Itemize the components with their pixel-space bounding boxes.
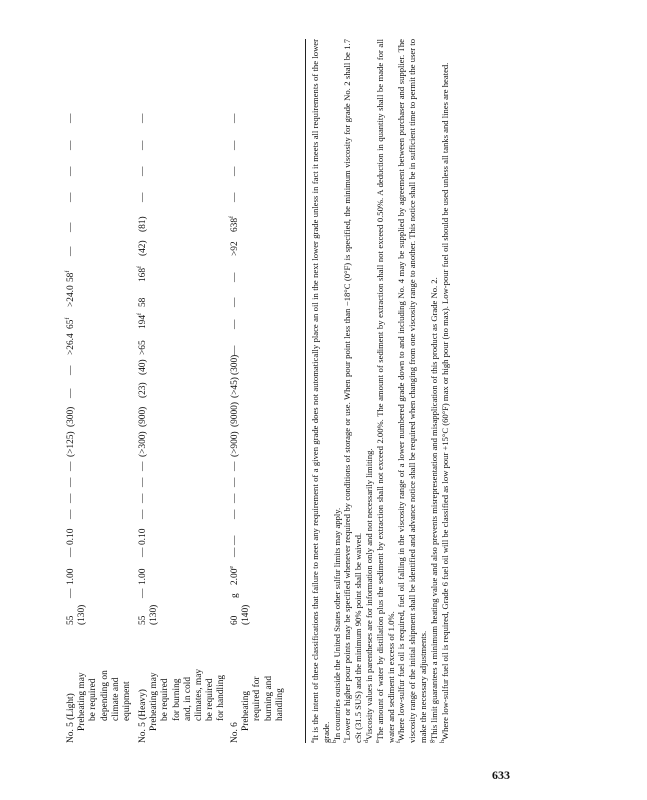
cell-value: (>45) (230, 377, 240, 398)
footnote-mark: f (136, 265, 143, 268)
cell-value: — (230, 140, 240, 150)
cell-value: 168 (138, 267, 148, 282)
footnote-text: Viscosity values in parentheses are for information only and not necessarily limiting. (363, 448, 374, 740)
footnote-mark: h (439, 740, 446, 743)
table-cell-col-14 (230, 320, 241, 329)
table-cell-col-12 (66, 366, 77, 375)
cell-value: — (230, 297, 240, 307)
cell-value: (300) (66, 406, 76, 427)
footnote-mark: f (228, 215, 235, 218)
footnote-mark: g (428, 740, 435, 743)
grade-detail-line: depending on (99, 670, 110, 721)
page-number: 633 (492, 768, 510, 782)
footnote-mark: a (310, 740, 317, 743)
cell-value: — (66, 113, 76, 123)
footnote-mark: e (374, 740, 381, 743)
cell-value: (40) (138, 359, 148, 375)
cell-value: — (66, 222, 76, 232)
footnote (332, 39, 343, 743)
cell-value: — (66, 166, 76, 176)
table-cell-col-19 (66, 193, 77, 202)
grade-detail-line: Preheating (241, 690, 252, 731)
grade-cell (138, 627, 228, 743)
footnote-mark: e (228, 565, 235, 569)
cell-value: (>300) (138, 431, 148, 457)
table-cell-col-15 (66, 285, 77, 307)
cell-value: — (138, 588, 148, 598)
cell-value: — (230, 493, 240, 503)
flash-point-f: (140) (241, 604, 252, 625)
flash-point-cell (230, 605, 252, 625)
table-cell-col-10 (230, 402, 241, 427)
grade-detail-line: be required (160, 678, 171, 721)
cell-value: — (138, 493, 148, 503)
cell-value: — (230, 272, 240, 282)
cell-value: — (230, 345, 240, 355)
cell-value: — (66, 493, 76, 503)
cell-value: — (66, 509, 76, 519)
cell-value: g (230, 593, 240, 598)
table-cell-col-12 (230, 355, 241, 375)
grade-detail-line: Preheating may (149, 672, 160, 731)
footnote-text: Where low-sulfur fuel oil is required, fuel oil falling in the viscosity range of a lower numbered grade down to and including No. 4 may be supplied by agreement between purchaser and supplier. The viscosity range of the initial shipment shall be identified and advance notice shall be required when changing from one viscosity range to another. This notice shall be in sufficient time to permit the user to make the necessary adjustments. (396, 39, 428, 743)
cell-value: — (66, 388, 76, 398)
footnote-mark: f (396, 741, 403, 743)
table-cell-col-13 (230, 346, 241, 355)
cell-value: 0.10 (138, 528, 148, 545)
table-cell-col-7 (138, 478, 149, 487)
table-cell-col-21 (138, 141, 149, 150)
grade-label: No. 6 (230, 722, 240, 743)
footnote (342, 39, 364, 743)
table-cell-col-6 (66, 494, 77, 503)
table-cell-col-13 (138, 340, 149, 355)
flash-point-f: (130) (77, 604, 88, 625)
cell-value: — (66, 140, 76, 150)
table-cell-col-2 (138, 569, 149, 585)
grade-detail-line: burning and (263, 675, 274, 721)
cell-value: (900) (138, 406, 148, 427)
cell-value: — (230, 113, 240, 123)
footnote-mark: d (364, 740, 371, 743)
table-cell-col-1 (66, 589, 77, 598)
table-cell-col-7 (230, 478, 241, 487)
table-cell-col-16 (230, 273, 241, 282)
table-cell-col-3 (230, 548, 241, 557)
table-cell-col-8 (66, 462, 77, 471)
rotated-table-page (66, 39, 486, 743)
table-cell-col-20 (138, 167, 149, 176)
grade-detail-line: handling (274, 688, 285, 721)
cell-value: (>900) (230, 431, 240, 457)
cell-value: 638 (230, 217, 240, 232)
cell-value: (300) (230, 354, 240, 375)
cell-value: — (138, 509, 148, 519)
cell-value: — (66, 547, 76, 557)
flash-point-f: (130) (149, 604, 160, 625)
cell-value: 1.00 (66, 568, 76, 585)
cell-value: — (230, 509, 240, 519)
table-cell-col-11 (138, 382, 149, 398)
cell-value: — (230, 547, 240, 557)
table-cell-col-13 (66, 333, 77, 355)
cell-value: (23) (138, 382, 148, 398)
table-cell-col-2 (230, 566, 241, 585)
footnote-text: In countries outside the United States other sulfur limits may apply. (331, 507, 342, 740)
cell-value: (>125) (66, 431, 76, 457)
footnote-mark: f (64, 270, 71, 273)
cell-value: >24.0 (66, 285, 76, 307)
table-cell-col-11 (66, 389, 77, 398)
table-cell-col-18 (66, 223, 77, 232)
cell-value: >92 (230, 241, 240, 256)
grade-detail-line: climate and (110, 677, 121, 721)
cell-value: — (230, 461, 240, 471)
footnote (375, 39, 397, 743)
table-cell-col-2 (66, 569, 77, 585)
table-cell-col-21 (66, 141, 77, 150)
table-cell-col-20 (230, 167, 241, 176)
table-cell-col-9 (138, 431, 149, 457)
table-cell-col-16 (66, 271, 77, 282)
cell-value: — (66, 365, 76, 375)
grade-detail-line: for handling (216, 674, 227, 721)
grade-detail-line: equipment (122, 681, 133, 721)
footnote (364, 39, 375, 743)
table-cell-col-16 (138, 266, 149, 282)
table-cell-col-18 (138, 216, 149, 232)
table-cell-col-19 (138, 193, 149, 202)
table-cell-col-22 (66, 114, 77, 123)
flash-point-cell (66, 605, 88, 625)
table-cell-col-4 (66, 529, 77, 545)
cell-value: — (230, 319, 240, 329)
table-cell-col-8 (138, 462, 149, 471)
cell-value: 58 (66, 272, 76, 282)
cell-value: — (138, 140, 148, 150)
footnote-text: This limit guarantees a minimum heating value and also prevents misrepresentation and misapplication of this product as Grade No. 2. (428, 277, 439, 740)
grade-cell (230, 627, 286, 743)
table-cell-col-5 (66, 510, 77, 519)
table-cell-col-3 (138, 548, 149, 557)
table-cell-col-6 (230, 494, 241, 503)
cell-value: — (66, 477, 76, 487)
table-cell-col-5 (138, 510, 149, 519)
footnote-mark: f (64, 317, 71, 320)
cell-value: — (66, 461, 76, 471)
cell-value: >26.4 (66, 333, 76, 355)
cell-value: (81) (138, 216, 148, 232)
grade-detail-line: required for (252, 676, 263, 721)
table-cell-col-1 (230, 593, 241, 598)
grade-cell (66, 627, 133, 743)
cell-value: 194 (138, 314, 148, 329)
cell-value: — (138, 547, 148, 557)
table-cell-col-19 (230, 193, 241, 202)
table-cell-col-4 (230, 536, 241, 545)
table-cell-col-22 (230, 114, 241, 123)
grade-label: No. 5 (Heavy) (138, 689, 148, 743)
cell-value: — (230, 192, 240, 202)
footnote-divider (305, 39, 306, 743)
cell-value: (9000) (230, 402, 240, 427)
table-cell-col-6 (138, 494, 149, 503)
table-cell-col-14 (66, 318, 77, 329)
table-cell-col-15 (138, 298, 149, 307)
cell-value: — (230, 477, 240, 487)
footnote-mark: c (342, 740, 349, 743)
footnote-mark: f (136, 312, 143, 315)
table-cell-col-9 (230, 431, 241, 457)
cell-value: — (230, 166, 240, 176)
table-cell-col-3 (66, 548, 77, 557)
grade-detail-line: Preheating may (77, 672, 88, 731)
table-cell-col-22 (138, 114, 149, 123)
grade-label: No. 5 (Light) (66, 693, 76, 743)
cell-value: >65 (138, 340, 148, 355)
footnote (310, 39, 332, 743)
grade-detail-line: and, in cold (182, 676, 193, 721)
flash-point-cell (138, 605, 160, 625)
grade-detail-line: be required (88, 678, 99, 721)
table-cell-col-5 (230, 510, 241, 519)
footnote-text: It is the intent of these classifications that failure to meet any requirement of a given grade does not automatically place an oil in the next lower grade unless in fact it meets all requirements of the lower grade. (310, 39, 331, 743)
table-cell-col-8 (230, 462, 241, 471)
table-cell-col-7 (66, 478, 77, 487)
grade-detail-line: be required (205, 678, 216, 721)
table-cell-col-21 (230, 141, 241, 150)
table-cell-col-9 (66, 431, 77, 457)
cell-value: 1.00 (138, 568, 148, 585)
table-cell-col-18 (230, 216, 241, 232)
cell-value: — (138, 461, 148, 471)
footnote-text: The amount of water by distillation plus the sediment by extraction shall not exceed 2.00%. The amount of sediment by extraction shall not exceed 0.50%. A deduction in quantity shall be made for all water and sediment in excess of 1.0%. (374, 39, 396, 743)
cell-value: — (138, 477, 148, 487)
footnote-text: Where low-sulfur fuel oil is required, Grade 6 fuel oil will be classified as low pour +15°C (60°F) max or high pour (no max). Low-pour fuel oil should be used unless all tanks and lines are heated. (439, 62, 450, 740)
cell-value: — (66, 192, 76, 202)
cell-value: — (138, 192, 148, 202)
footnote (396, 39, 428, 743)
table-cell-col-17 (230, 241, 241, 256)
footnote-text: Lower or higher pour points may be specified whenever required by conditions of storage or use. When pour point less than −18°C (0°F) is specified, the minimum viscosity for grade No. 2 shall be 1.7 cSt (31.5 SUS) and the minimum 90% point shall be waived. (342, 39, 364, 743)
grade-detail-line: for burning (171, 678, 182, 721)
table-cell-col-12 (138, 359, 149, 375)
table-cell-col-15 (230, 298, 241, 307)
cell-value: 0.10 (66, 528, 76, 545)
footnote (440, 39, 451, 743)
table-cell-col-17 (138, 240, 149, 256)
table-cell-col-17 (66, 247, 77, 256)
cell-value: — (66, 246, 76, 256)
flash-point-c: 55 (138, 615, 148, 625)
cell-value: — (138, 113, 148, 123)
cell-value: — (66, 588, 76, 598)
table-cell-col-11 (230, 377, 241, 398)
cell-value: 58 (138, 297, 148, 307)
table-cell-col-20 (66, 167, 77, 176)
table-cell-col-10 (138, 407, 149, 427)
cell-value: (42) (138, 240, 148, 256)
table-cell-col-1 (138, 589, 149, 598)
flash-point-c: 60 (230, 615, 240, 625)
table-cell-col-10 (66, 407, 77, 427)
cell-value: 2.00 (230, 568, 240, 585)
table-cell-col-4 (138, 529, 149, 545)
footnote (429, 39, 440, 743)
cell-value: — (230, 535, 240, 545)
footnote-mark: b (331, 740, 338, 743)
flash-point-c: 55 (66, 615, 76, 625)
grade-detail-line: climates, may (194, 668, 205, 721)
table-cell-col-14 (138, 313, 149, 329)
cell-value: 65 (66, 319, 76, 329)
footnotes (310, 39, 450, 743)
cell-value: — (138, 166, 148, 176)
